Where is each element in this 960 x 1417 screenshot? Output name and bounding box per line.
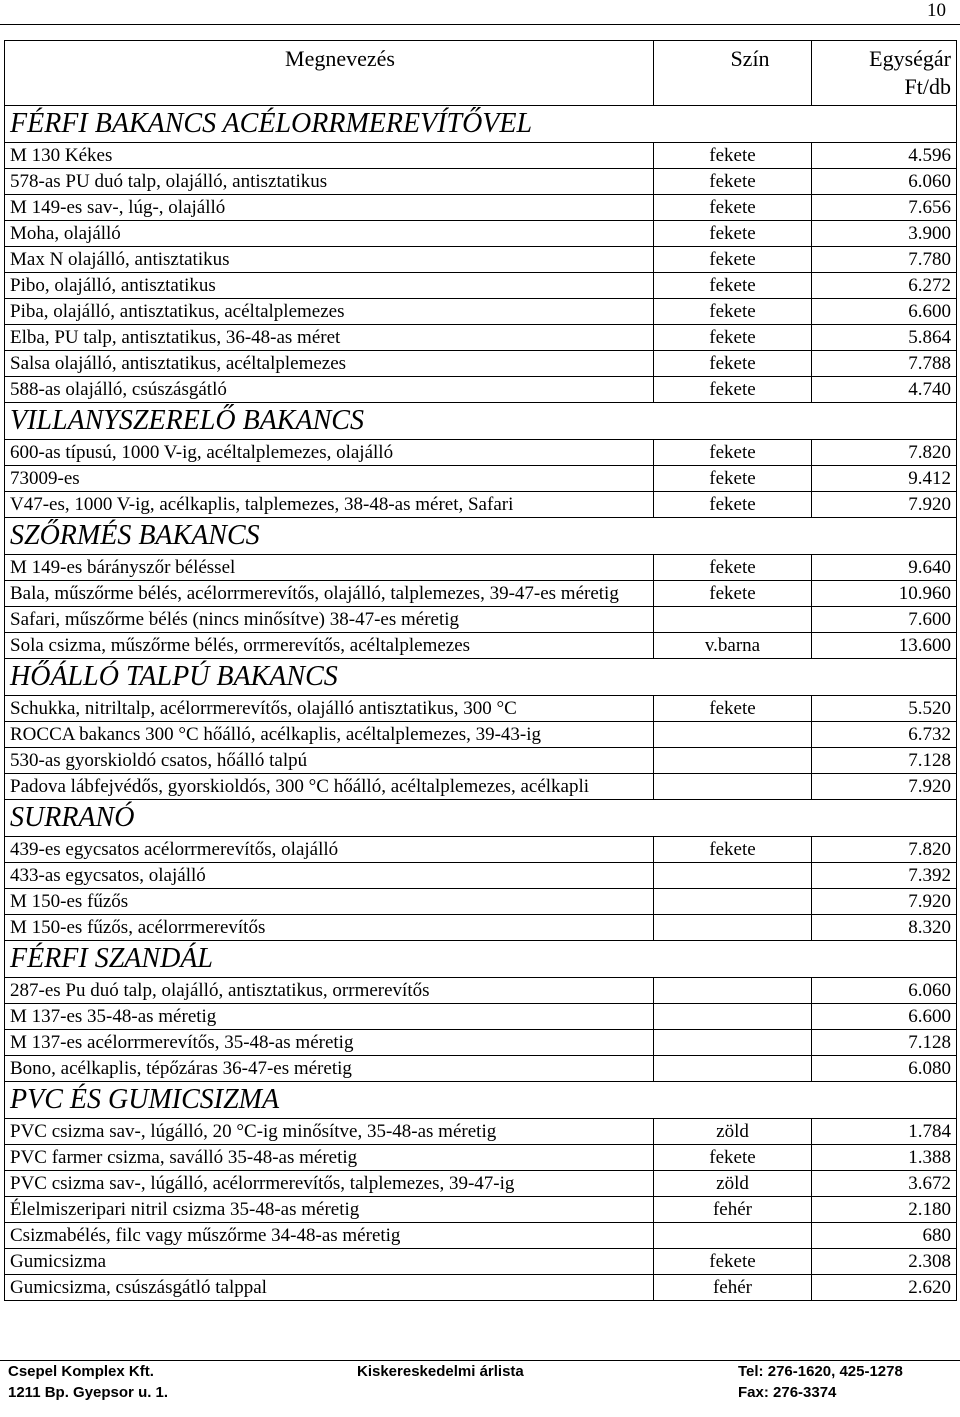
- footer-fax: Fax: 276-3374: [738, 1384, 837, 1401]
- item-price: 5.864: [812, 325, 957, 351]
- item-price: 7.820: [812, 440, 957, 466]
- table-row: [5, 351, 957, 377]
- table-row: [5, 466, 957, 492]
- item-price: 9.412: [812, 466, 957, 492]
- table-row: [5, 1056, 957, 1082]
- section-title: SZŐRMÉS BAKANCS: [5, 518, 654, 555]
- item-name: M 149-es bárányszőr béléssel: [5, 555, 654, 581]
- footer-company: Csepel Komplex Kft.: [8, 1363, 154, 1380]
- section-blank-price: [812, 800, 957, 837]
- section-header: [5, 1082, 957, 1119]
- item-color: [654, 1056, 812, 1082]
- item-color: v.barna: [654, 633, 812, 659]
- item-name: 73009-es: [5, 466, 654, 492]
- table-row: [5, 273, 957, 299]
- item-color: fekete: [654, 696, 812, 722]
- table-row: [5, 889, 957, 915]
- section-blank-price: [812, 518, 957, 555]
- section-blank-color: [654, 659, 812, 696]
- item-price: 3.672: [812, 1171, 957, 1197]
- item-name: Csizmabélés, filc vagy műszőrme 34-48-as méretig: [5, 1223, 654, 1249]
- item-name: 578-as PU duó talp, olajálló, antisztatikus: [5, 169, 654, 195]
- item-name: Piba, olajálló, antisztatikus, acéltalplemezes: [5, 299, 654, 325]
- item-price: 680: [812, 1223, 957, 1249]
- item-price: 6.060: [812, 169, 957, 195]
- item-name: Gumicsizma: [5, 1249, 654, 1275]
- table-row: [5, 247, 957, 273]
- item-color: fekete: [654, 143, 812, 169]
- table-body: [5, 106, 957, 1301]
- item-price: 7.128: [812, 748, 957, 774]
- item-price: 6.060: [812, 978, 957, 1004]
- section-blank-price: [812, 659, 957, 696]
- item-name: M 130 Kékes: [5, 143, 654, 169]
- item-name: Max N olajálló, antisztatikus: [5, 247, 654, 273]
- item-price: 7.920: [812, 889, 957, 915]
- item-color: fekete: [654, 247, 812, 273]
- item-price: 6.080: [812, 1056, 957, 1082]
- item-color: fekete: [654, 299, 812, 325]
- item-name: 588-as olajálló, csúszásgátló: [5, 377, 654, 403]
- item-price: 2.180: [812, 1197, 957, 1223]
- section-header: [5, 800, 957, 837]
- table-row: [5, 696, 957, 722]
- item-name: 439-es egycsatos acélorrmerevítős, olajálló: [5, 837, 654, 863]
- section-blank-color: [654, 1082, 812, 1119]
- item-color: [654, 1223, 812, 1249]
- item-name: Bala, műszőrme bélés, acélorrmerevítős, olajálló, talplemezes, 39-47-es méretig: [5, 581, 654, 607]
- item-color: [654, 722, 812, 748]
- table-row: [5, 555, 957, 581]
- item-name: 433-as egycsatos, olajálló: [5, 863, 654, 889]
- item-name: PVC csizma sav-, lúgálló, acélorrmerevítős, talplemezes, 39-47-ig: [5, 1171, 654, 1197]
- section-blank-color: [654, 800, 812, 837]
- table-row: [5, 837, 957, 863]
- table-row: [5, 1249, 957, 1275]
- item-name: Élelmiszeripari nitril csizma 35-48-as méretig: [5, 1197, 654, 1223]
- item-price: 13.600: [812, 633, 957, 659]
- section-blank-price: [812, 106, 957, 143]
- section-header: [5, 403, 957, 440]
- item-price: 7.780: [812, 247, 957, 273]
- item-color: fekete: [654, 325, 812, 351]
- footer-row-1: [0, 1361, 960, 1382]
- item-price: 2.308: [812, 1249, 957, 1275]
- item-name: M 137-es acélorrmerevítős, 35-48-as méretig: [5, 1030, 654, 1056]
- table-header: [5, 41, 957, 106]
- item-color: fekete: [654, 1249, 812, 1275]
- item-price: 7.920: [812, 492, 957, 518]
- table-row: [5, 195, 957, 221]
- item-price: 7.656: [812, 195, 957, 221]
- item-color: fekete: [654, 837, 812, 863]
- item-price: 6.600: [812, 1004, 957, 1030]
- section-blank-price: [812, 403, 957, 440]
- table-row: [5, 1145, 957, 1171]
- item-color: fehér: [654, 1275, 812, 1301]
- item-name: PVC csizma sav-, lúgálló, 20 °C-ig minősítve, 35-48-as méretig: [5, 1119, 654, 1145]
- table-row: [5, 633, 957, 659]
- section-header: [5, 941, 957, 978]
- item-name: Bono, acélkaplis, tépőzáras 36-47-es méretig: [5, 1056, 654, 1082]
- item-name: M 137-es 35-48-as méretig: [5, 1004, 654, 1030]
- header-color: Szín: [654, 41, 812, 106]
- table-row: [5, 1197, 957, 1223]
- item-price: 6.272: [812, 273, 957, 299]
- top-rule: [0, 24, 960, 25]
- header-price-line1: Egységár: [869, 46, 951, 71]
- item-color: [654, 889, 812, 915]
- table-row: [5, 581, 957, 607]
- footer-row-2: [0, 1382, 960, 1403]
- item-color: fehér: [654, 1197, 812, 1223]
- section-title: FÉRFI BAKANCS ACÉLORRMEREVÍTŐVEL: [5, 106, 654, 143]
- item-color: zöld: [654, 1119, 812, 1145]
- item-color: zöld: [654, 1171, 812, 1197]
- item-color: [654, 915, 812, 941]
- item-price: 10.960: [812, 581, 957, 607]
- item-price: 6.600: [812, 299, 957, 325]
- footer: [0, 1360, 960, 1403]
- section-header: [5, 518, 957, 555]
- item-price: 8.320: [812, 915, 957, 941]
- table-row: [5, 440, 957, 466]
- item-name: PVC farmer csizma, saválló 35-48-as méretig: [5, 1145, 654, 1171]
- table-row: [5, 1171, 957, 1197]
- section-header: [5, 106, 957, 143]
- item-color: fekete: [654, 221, 812, 247]
- item-name: Sola csizma, műszőrme bélés, orrmerevítős, acéltalplemezes: [5, 633, 654, 659]
- item-name: Gumicsizma, csúszásgátló talppal: [5, 1275, 654, 1301]
- section-title: VILLANYSZERELŐ BAKANCS: [5, 403, 654, 440]
- item-name: Pibo, olajálló, antisztatikus: [5, 273, 654, 299]
- section-blank-color: [654, 941, 812, 978]
- table-row: [5, 722, 957, 748]
- table-row: [5, 325, 957, 351]
- price-table: [4, 40, 957, 1301]
- section-title: SURRANÓ: [5, 800, 654, 837]
- section-title: HŐÁLLÓ TALPÚ BAKANCS: [5, 659, 654, 696]
- table-row: [5, 774, 957, 800]
- item-color: fekete: [654, 1145, 812, 1171]
- item-name: 530-as gyorskioldó csatos, hőálló talpú: [5, 748, 654, 774]
- table-row: [5, 1275, 957, 1301]
- item-name: Salsa olajálló, antisztatikus, acéltalplemezes: [5, 351, 654, 377]
- item-name: M 150-es fűzős: [5, 889, 654, 915]
- item-color: fekete: [654, 377, 812, 403]
- item-name: Elba, PU talp, antisztatikus, 36-48-as méret: [5, 325, 654, 351]
- section-title: PVC ÉS GUMICSIZMA: [5, 1082, 654, 1119]
- item-name: M 150-es fűzős, acélorrmerevítős: [5, 915, 654, 941]
- footer-phone: Tel: 276-1620, 425-1278: [738, 1363, 903, 1380]
- item-color: fekete: [654, 351, 812, 377]
- item-color: [654, 748, 812, 774]
- item-color: fekete: [654, 581, 812, 607]
- item-price: 7.820: [812, 837, 957, 863]
- table-row: [5, 748, 957, 774]
- item-price: 2.620: [812, 1275, 957, 1301]
- item-price: 1.784: [812, 1119, 957, 1145]
- table-row: [5, 607, 957, 633]
- item-name: 600-as típusú, 1000 V-ig, acéltalplemezes, olajálló: [5, 440, 654, 466]
- item-name: Padova lábfejvédős, gyorskioldós, 300 °C hőálló, acéltalplemezes, acélkapli: [5, 774, 654, 800]
- item-name: M 149-es sav-, lúg-, olajálló: [5, 195, 654, 221]
- item-price: 9.640: [812, 555, 957, 581]
- item-color: [654, 1004, 812, 1030]
- item-price: 3.900: [812, 221, 957, 247]
- item-color: [654, 863, 812, 889]
- section-blank-color: [654, 518, 812, 555]
- table-row: [5, 863, 957, 889]
- header-name: Megnevezés: [5, 41, 654, 106]
- table-row: [5, 492, 957, 518]
- section-blank-price: [812, 1082, 957, 1119]
- item-color: [654, 1030, 812, 1056]
- table-row: [5, 299, 957, 325]
- item-color: fekete: [654, 466, 812, 492]
- table-row: [5, 143, 957, 169]
- item-price: 1.388: [812, 1145, 957, 1171]
- item-color: fekete: [654, 169, 812, 195]
- section-blank-color: [654, 106, 812, 143]
- header-price-line2: Ft/db: [904, 74, 951, 99]
- section-blank-color: [654, 403, 812, 440]
- item-color: [654, 978, 812, 1004]
- item-price: 4.596: [812, 143, 957, 169]
- table-row: [5, 1030, 957, 1056]
- item-price: 7.392: [812, 863, 957, 889]
- footer-doc-type: Kiskereskedelmi árlista: [357, 1363, 524, 1380]
- item-color: fekete: [654, 555, 812, 581]
- item-price: 7.788: [812, 351, 957, 377]
- table-row: [5, 169, 957, 195]
- footer-address: 1211 Bp. Gyepsor u. 1.: [8, 1384, 169, 1401]
- item-name: 287-es Pu duó talp, olajálló, antisztatikus, orrmerevítős: [5, 978, 654, 1004]
- item-price: 5.520: [812, 696, 957, 722]
- header-price: [812, 41, 957, 106]
- table-row: [5, 1223, 957, 1249]
- item-color: fekete: [654, 440, 812, 466]
- item-name: Schukka, nitriltalp, acélorrmerevítős, olajálló antisztatikus, 300 °C: [5, 696, 654, 722]
- item-price: 7.920: [812, 774, 957, 800]
- item-color: [654, 774, 812, 800]
- item-price: 6.732: [812, 722, 957, 748]
- section-header: [5, 659, 957, 696]
- table-row: [5, 915, 957, 941]
- table-row: [5, 1004, 957, 1030]
- item-price: 7.128: [812, 1030, 957, 1056]
- item-name: V47-es, 1000 V-ig, acélkaplis, talplemezes, 38-48-as méret, Safari: [5, 492, 654, 518]
- table-row: [5, 221, 957, 247]
- item-name: Safari, műszőrme bélés (nincs minősítve) 38-47-es méretig: [5, 607, 654, 633]
- table-row: [5, 978, 957, 1004]
- table-row: [5, 1119, 957, 1145]
- page-number: 10: [927, 0, 946, 21]
- item-color: fekete: [654, 195, 812, 221]
- section-title: FÉRFI SZANDÁL: [5, 941, 654, 978]
- item-name: Moha, olajálló: [5, 221, 654, 247]
- table-row: [5, 377, 957, 403]
- item-color: [654, 607, 812, 633]
- item-color: fekete: [654, 492, 812, 518]
- item-color: fekete: [654, 273, 812, 299]
- item-price: 4.740: [812, 377, 957, 403]
- item-price: 7.600: [812, 607, 957, 633]
- item-name: ROCCA bakancs 300 °C hőálló, acélkaplis, acéltalplemezes, 39-43-ig: [5, 722, 654, 748]
- section-blank-price: [812, 941, 957, 978]
